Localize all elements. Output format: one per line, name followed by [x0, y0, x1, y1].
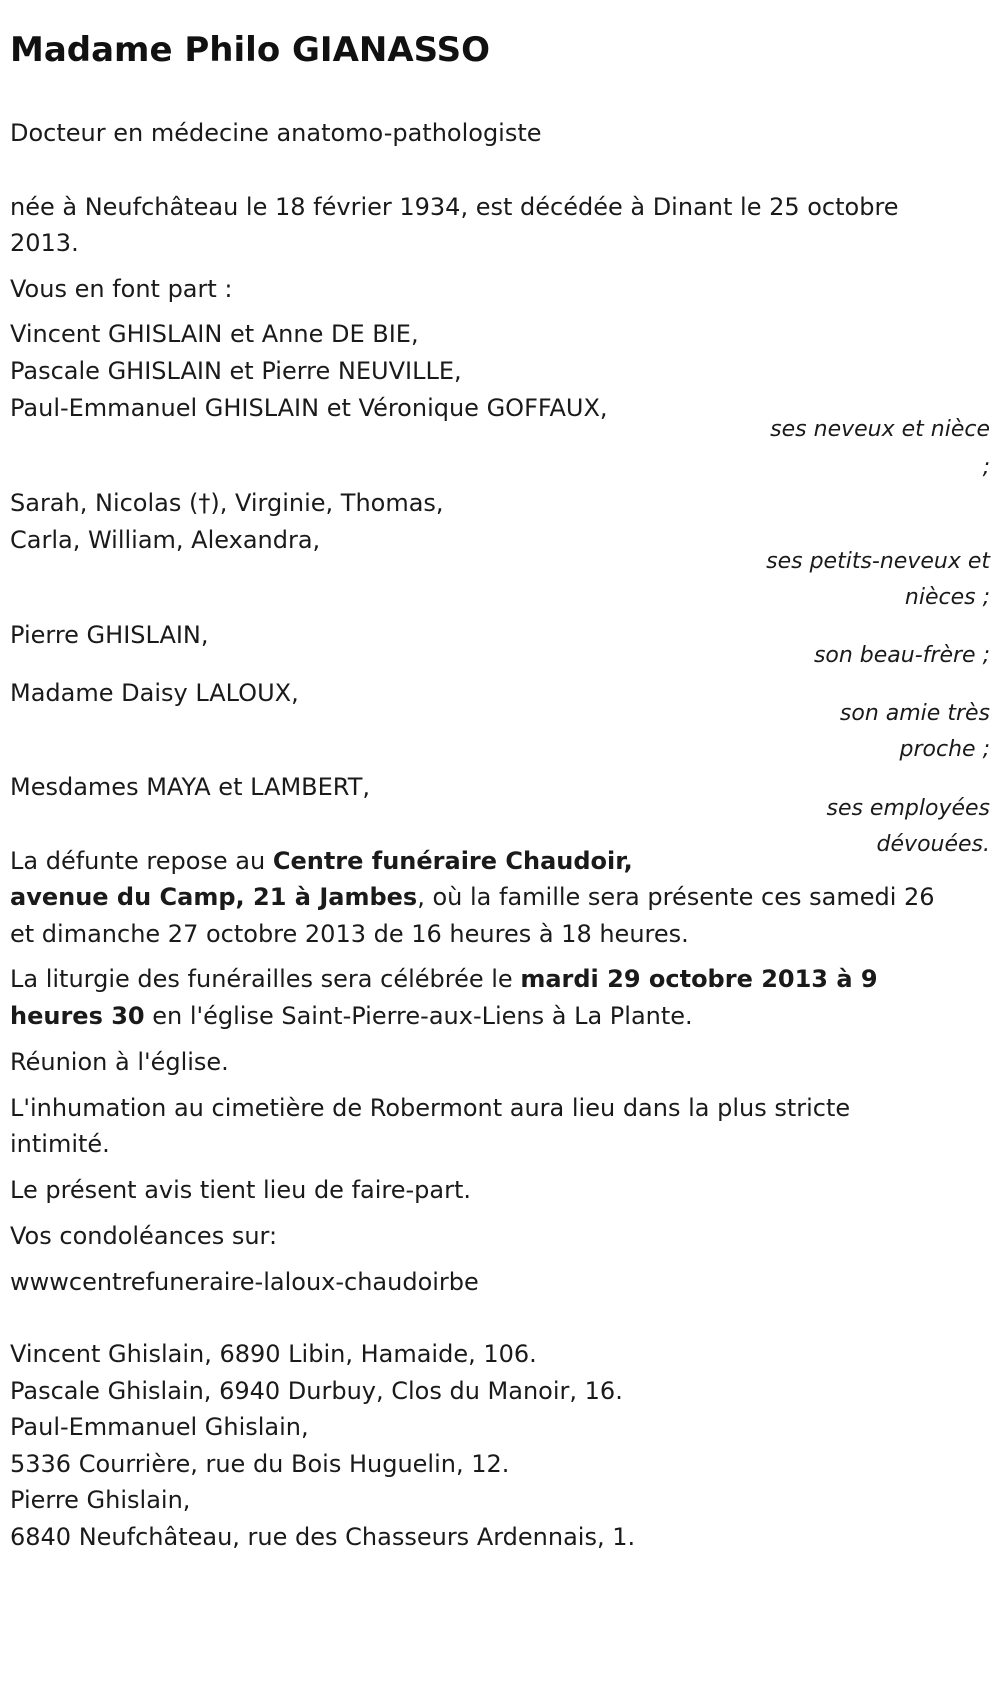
friend-relation-end: proche ; [899, 737, 990, 762]
repose-rest: , où la famille sera présente ces samedi 26 [417, 883, 935, 911]
burial-line-1: L'inhumation au cimetière de Robermont aura lieu dans la plus stricte [10, 1094, 851, 1122]
website-text: wwwcentrefuneraire-laloux-chaudoirbe [10, 1268, 479, 1296]
address-line: Pierre Ghislain, [10, 1486, 191, 1514]
grandnephew-line: Carla, William, Alexandra, [10, 526, 321, 554]
condolences-label: Vos condoléances sur: [10, 1222, 278, 1250]
address-line: Pascale Ghislain, 6940 Durbuy, Clos du Manoir, 16. [10, 1377, 623, 1405]
page-title: Madame Philo GIANASSO [10, 30, 491, 70]
employees-name: Mesdames MAYA et LAMBERT, [10, 773, 370, 801]
repose-line-2 [10, 877, 935, 917]
liturgy-intro: La liturgie des funérailles sera célébrée le [10, 965, 521, 993]
repose-place: Centre funéraire Chaudoir, [272, 847, 633, 875]
brother-in-law-relation: son beau-frère ; [813, 643, 990, 668]
grandnephews-relation-end: nièces ; [904, 585, 990, 610]
repose-intro: La défunte repose au [10, 847, 273, 875]
address-line: Paul-Emmanuel Ghislain, [10, 1413, 309, 1441]
liturgy-time: heures 30 [10, 1002, 145, 1030]
nephew-line: Vincent GHISLAIN et Anne DE BIE, [10, 320, 419, 348]
nephew-line: Paul-Emmanuel GHISLAIN et Véronique GOFFAUX, [10, 394, 608, 422]
notice-text: Le présent avis tient lieu de faire-part. [10, 1176, 472, 1204]
announce-text: Vous en font part : [10, 275, 233, 303]
repose-address: avenue du Camp, 21 à Jambes [10, 883, 418, 911]
address-line: 6840 Neufchâteau, rue des Chasseurs Ardennais, 1. [10, 1523, 636, 1551]
liturgy-line-1 [10, 959, 878, 999]
employees-relation-end: dévouées. [876, 832, 990, 857]
profession-text: Docteur en médecine anatomo-pathologiste [10, 119, 542, 147]
grandnephews-relation: ses petits-neveux et [766, 549, 990, 574]
liturgy-rest: en l'église Saint-Pierre-aux-Liens à La Plante. [144, 1002, 693, 1030]
repose-line-3: et dimanche 27 octobre 2013 de 16 heures à 18 heures. [10, 920, 689, 948]
friend-name: Madame Daisy LALOUX, [10, 679, 299, 707]
grandnephew-line: Sarah, Nicolas (†), Virginie, Thomas, [10, 489, 444, 517]
meeting-text: Réunion à l'église. [10, 1048, 229, 1076]
burial-line-2: intimité. [10, 1130, 110, 1158]
employees-relation: ses employées [826, 796, 990, 821]
nephews-relation: ses neveux et nièce [770, 417, 990, 442]
birth-death-line-2: 2013. [10, 229, 79, 257]
nephew-line: Pascale GHISLAIN et Pierre NEUVILLE, [10, 357, 462, 385]
nephews-relation-end: ; [982, 455, 990, 480]
liturgy-date: mardi 29 octobre 2013 à 9 [520, 965, 878, 993]
repose-line-1 [10, 841, 633, 881]
address-line: Vincent Ghislain, 6890 Libin, Hamaide, 106. [10, 1340, 537, 1368]
liturgy-line-2 [10, 996, 693, 1036]
birth-death-line-1: née à Neufchâteau le 18 février 1934, est décédée à Dinant le 25 octobre [10, 193, 899, 221]
brother-in-law-name: Pierre GHISLAIN, [10, 621, 209, 649]
friend-relation: son amie très [839, 701, 990, 726]
address-line: 5336 Courrière, rue du Bois Huguelin, 12. [10, 1450, 510, 1478]
